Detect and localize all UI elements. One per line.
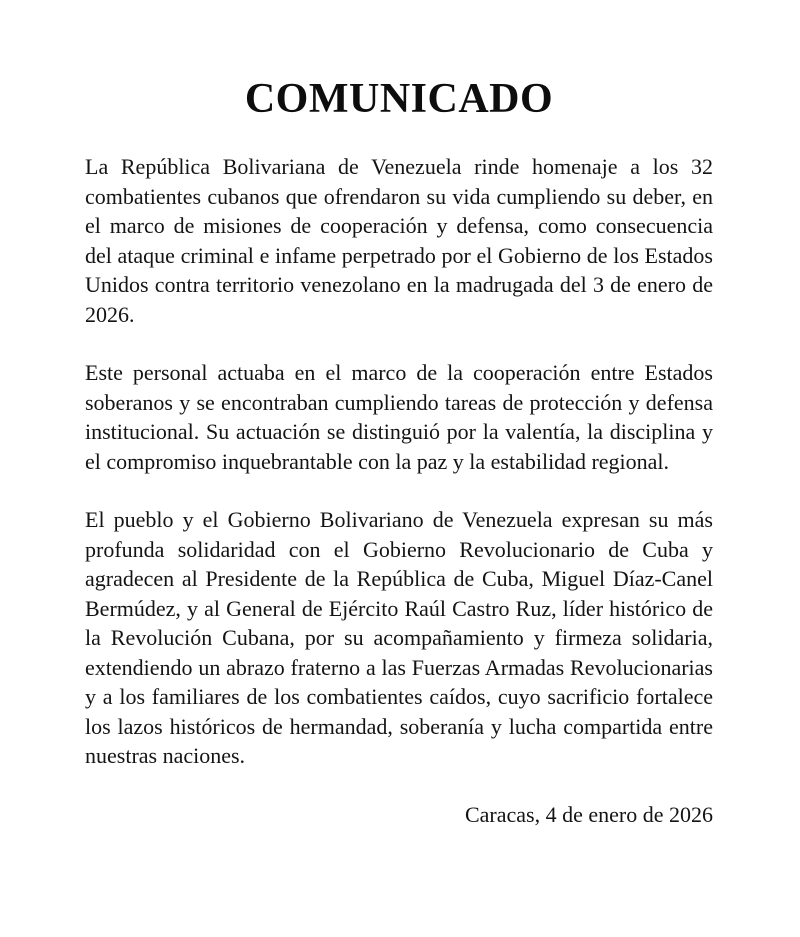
paragraph-tribute: La República Bolivariana de Venezuela rinde homenaje a los 32 combatientes cubanos que ofrendaron su vida cumpliendo su deber, en el marco de misiones de cooperación y defensa, como consecuencia del ataque criminal e infame perpetrado por el Gobierno de los Estados Unidos contra territorio venezolano en la madrugada del 3 de enero de 2026. xyxy=(85,154,713,327)
paragraph-solidarity: El pueblo y el Gobierno Bolivariano de Venezuela expresan su más profunda solidaridad con el Gobierno Revolucionario de Cuba y agradecen al Presidente de la República de Cuba, Miguel Díaz-Canel Bermúdez, y al General de Ejército Raúl Castro Ruz, líder histórico de la Revolución Cubana, por su acompañamiento y firmeza solidaria, extendiendo un abrazo fraterno a las Fuerzas Armadas Revolucionarias y a los familiares de los combatientes caídos, cuyo sacrificio fortalece los lazos históricos de hermandad, soberanía y lucha compartida entre nuestras naciones. xyxy=(85,507,713,769)
document-title: COMUNICADO xyxy=(244,76,554,122)
dateline: Caracas, 4 de enero de 2026 xyxy=(464,801,713,827)
document-body xyxy=(85,152,713,771)
paragraph-personnel: Este personal actuaba en el marco de la cooperación entre Estados soberanos y se encontraban cumpliendo tareas de protección y defensa institucional. Su actuación se distinguió por la valentía, la disciplina y el compromiso inquebrantable con la paz y la estabilidad regional. xyxy=(85,360,713,474)
